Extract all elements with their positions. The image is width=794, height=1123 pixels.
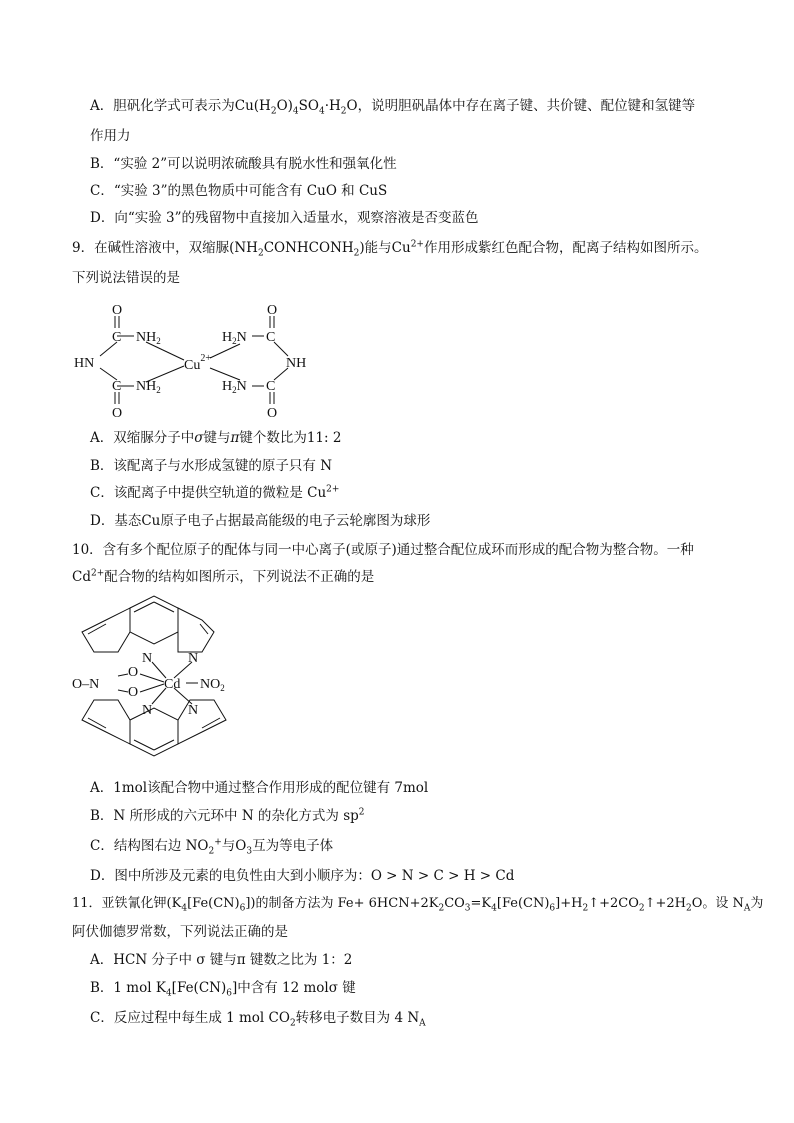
atom-c-top-left: C (112, 330, 122, 345)
atom-h2n-bottom-right: $H_2N$ (222, 379, 247, 395)
atom-o-bottom-left: O (112, 406, 123, 421)
q8-option-c: C．“实验 3”的黑色物质中可能含有 CuO 和 CuS (90, 183, 388, 199)
q8-option-d: D．向“实验 3”的残留物中直接加入适量水，观察溶液是否变蓝色 (90, 210, 479, 226)
atom-o-n-left: O–N (72, 677, 100, 692)
q10-option-a: A．1mol该配合物中通过整合作用形成的配位键有 7mol (90, 780, 429, 796)
q9-option-c: C．该配离子中提供空轨道的微粒是 $Cu^{2+}$ (90, 484, 340, 501)
q10-option-c: C．结构图右边 $NO_2^+$与$O_3$互为等电子体 (90, 837, 334, 857)
atom-n-top-left: N (142, 651, 153, 666)
atom-n-top-right: N (188, 651, 199, 666)
atom-n-bottom-left: N (142, 703, 153, 718)
q11-option-b: B．1 mol $K_4[Fe(CN)_6]$中含有 12 molσ 键 (90, 980, 356, 999)
q10-option-b: B．N 所形成的六元环中 N 的杂化方式为 $sp^2$ (90, 807, 365, 824)
atom-o-top-left: O (112, 303, 123, 318)
atom-nh-right: NH (286, 356, 307, 371)
q8-option-a-line2: 作用力 (90, 128, 131, 144)
q8-option-a-line1: A．胆矾化学式可表示为$Cu(H_2O)_4SO_4\cdot H_2O$，说明胆矾晶体中存在离子键、共价键、配位键和氢键等 (90, 98, 696, 117)
atom-cu: $Cu^{2+}$ (184, 353, 211, 373)
atom-c-bottom-right: C (266, 379, 276, 394)
q9-option-a: A．双缩脲分子中σ键与π键个数比为11: 2 (90, 430, 342, 446)
atom-h2n-top-right: $H_2N$ (222, 330, 247, 346)
q11-stem-line2: 阿伏伽德罗常数，下列说法正确的是 (72, 924, 288, 940)
cadmium-phenanthroline-structure (70, 594, 260, 759)
biuret-copper-structure (60, 296, 330, 426)
atom-n-bottom-right: N (188, 703, 199, 718)
atom-nh2-top-left: $NH_2$ (136, 330, 161, 346)
q8-option-b: B．“实验 2”可以说明浓硫酸具有脱水性和强氧化性 (90, 156, 397, 172)
q9-option-d: D．基态Cu原子电子占据最高能级的电子云轮廓图为球形 (90, 513, 431, 529)
atom-c-top-right: C (266, 330, 276, 345)
group-no2-right: $NO_2$ (200, 677, 225, 693)
atom-o-bottom-right: O (267, 406, 278, 421)
q10-stem-line1: 10．含有多个配位原子的配体与同一中心离子(或原子)通过整合配位成环而形成的配合物为整合物。一种 (72, 542, 694, 558)
q10-option-d: D．图中所涉及元素的电负性由大到小顺序为：O > N > C > H > Cd (90, 868, 515, 884)
q9-stem-line2: 下列说法错误的是 (72, 270, 180, 286)
q11-stem-line1: 11．亚铁氰化钾$(K_4[Fe(CN)_6])$的制备方法为 $Fe+ 6HCN+2K_2CO_3=K_4[Fe(CN)_6]+H_2↑+2CO_2↑+2H_2O$。设 $N_A$为 (72, 896, 764, 914)
atom-nh2-bottom-left: $NH_2$ (136, 379, 161, 395)
atom-hn-left: HN (74, 356, 95, 371)
atom-o-upper: O (128, 665, 139, 680)
atom-o-top-right: O (267, 303, 278, 318)
q9-option-b: B．该配离子与水形成氢键的原子只有 N (90, 458, 333, 474)
atom-cd: Cd (164, 677, 181, 692)
q10-stem-line2: $Cd^{2+}$配合物的结构如图所示，下列说法不正确的是 (72, 568, 375, 585)
atom-c-bottom-left: C (112, 379, 122, 394)
q11-option-a: A．HCN 分子中 σ 键与π 键数之比为 1：2 (90, 952, 353, 968)
atom-o-lower: O (128, 685, 139, 700)
q9-stem-line1: 9．在碱性溶液中，双缩脲$(NH_2CONHCONH_2)$能与$Cu^{2+}$作用形成紫红色配合物，配离子结构如图所示。 (72, 239, 708, 259)
q11-option-c: C．反应过程中每生成 1 mol $CO_2$转移电子数目为 4 $N_A$ (90, 1010, 426, 1029)
